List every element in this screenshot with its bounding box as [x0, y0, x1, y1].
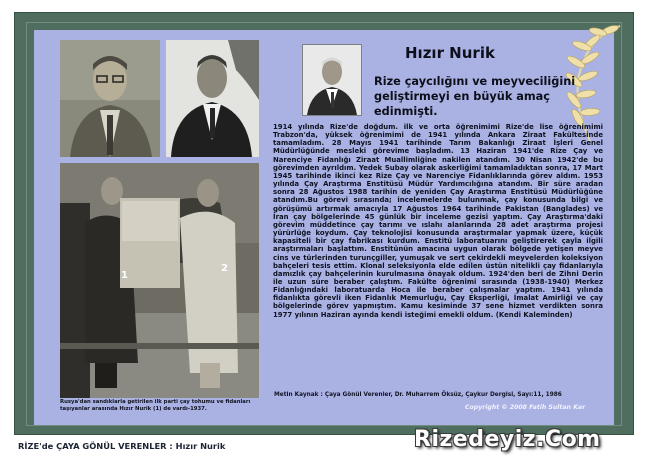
site-watermark: Rizedeyiz.Com	[414, 427, 601, 452]
biography-text: 1914 yılında Rize'de doğdum. ilk ve orta öğrenimimi Rize'de lise öğrenimimi Trabzon'da, yüksek öğrenimimi de 1941 yılında Ankara Ziraat Fakültesinde tamamladım. 28 Mayıs 1941 tarihinde Tarım Bakanlığı Ziraat İşleri Genel Müdürlüğünde mesleki görevime başladım. 13 Haziran 1941'de Rize Çay ve Narenciye Fidanlığı Ziraat Muallimliğine nakilen atandım. 30 Nisan 1942'de bu görevimden ayrıldım. Yedek Subay olarak askerliğimi tamamladıktan sonra, 17 Mart 1945 tarihinde ikinci kez Rize Çay ve Narenciye Fidanlıklarında görev aldım. 1953 yılında Çay Araştırma Enstitüsü Müdür Yardımcılığına atandım. Bir süre aradan sonra 28 Ağustos 1988 tarihin de yeniden Çay Araştırma Enstitüsü Müdürlüğüne atandım.Bu görevi sırasında; incelemelerde bulunmak, çay konusunda bilgi ve görüşümü artırmak amacıyla 17 Ağustos 1964 tarihinde Pakistan (Banglades) ve İran çay bölgelerinde 45 günlük bir inceleme gezisi yaptım. Çay Araştırma'daki görevim müddetince çay tarımı ve ıslahı alanlarında 28 adet araştırma projesi yürürlüğe koydum. Çay teknolojisi konusunda araştırmalar yapmak üzere, küçük kapasiteli bir çay fabrikası kurdum. Enstitü laboratuarını geliştirerek çayla ilgili araştırmaları başlattım. Enstitünün amacına uygun olarak bölgede yetişen meyve cins ve türlerinden turunçgiller, yumuşak ve sert çekirdekli meyvelerden koleksiyon bahçeleri tesis ettim. Klonal seleksiyonla elde edilen üstün nitelikli çay fidanlarıyla damızlık çay bahçelerinin kurulmasına önayak oldum. 1924'den beri de Zihni Derin ile uzun süre beraber çalıştım. Fakülte öğrenimi sırasında (1938-1940) Merkez Fidanlığındaki laboratuarda Hoca ile beraber çalışmalar yaptım. 1941 yılında fidanlıkta görevli iken Fidanlık Memurluğu, Çay Eksperliği, İmalat Amirliği ve çay bölgelerinde görev yapmıştım. Kamu kesiminde 37 sene hizmet verdikten sonra 1977 yılının Haziran ayında kendi isteğimi emekli oldum. (Kendi Kaleminden)	[273, 123, 603, 319]
footer-title: RİZE'de ÇAYA GÖNÜL VERENLER : Hızır Nurik	[18, 441, 226, 451]
photo-caption: Rusya'dan sandıklarla getirilen ilk parti çay tohumu ve fidanları taşıyanlar arasında Hızır Nurik (1) de vardı-1937.	[60, 399, 251, 412]
portrait-thumbnail	[302, 44, 362, 116]
photo-group-carrying-crates	[60, 163, 259, 398]
source-citation: Metin Kaynak : Çaya Gönül Verenler, Dr. Muharrem Öksüz, Çaykur Dergisi, Sayı:11, 1986	[274, 392, 562, 398]
copyright-notice: Copyright © 2008 Fatih Sultan Kar	[465, 404, 586, 411]
motto-text: Rize çaycılığını ve meyveciliğini geliştirmeyi en büyük amaç edinmişti.	[374, 75, 576, 118]
photo-marker-1: 1	[121, 270, 128, 281]
photo-portrait-glasses	[60, 40, 160, 157]
photo-marker-2: 2	[221, 263, 228, 274]
photo-man-in-suit	[166, 40, 259, 157]
page-title: Hızır Nurik	[405, 44, 495, 62]
